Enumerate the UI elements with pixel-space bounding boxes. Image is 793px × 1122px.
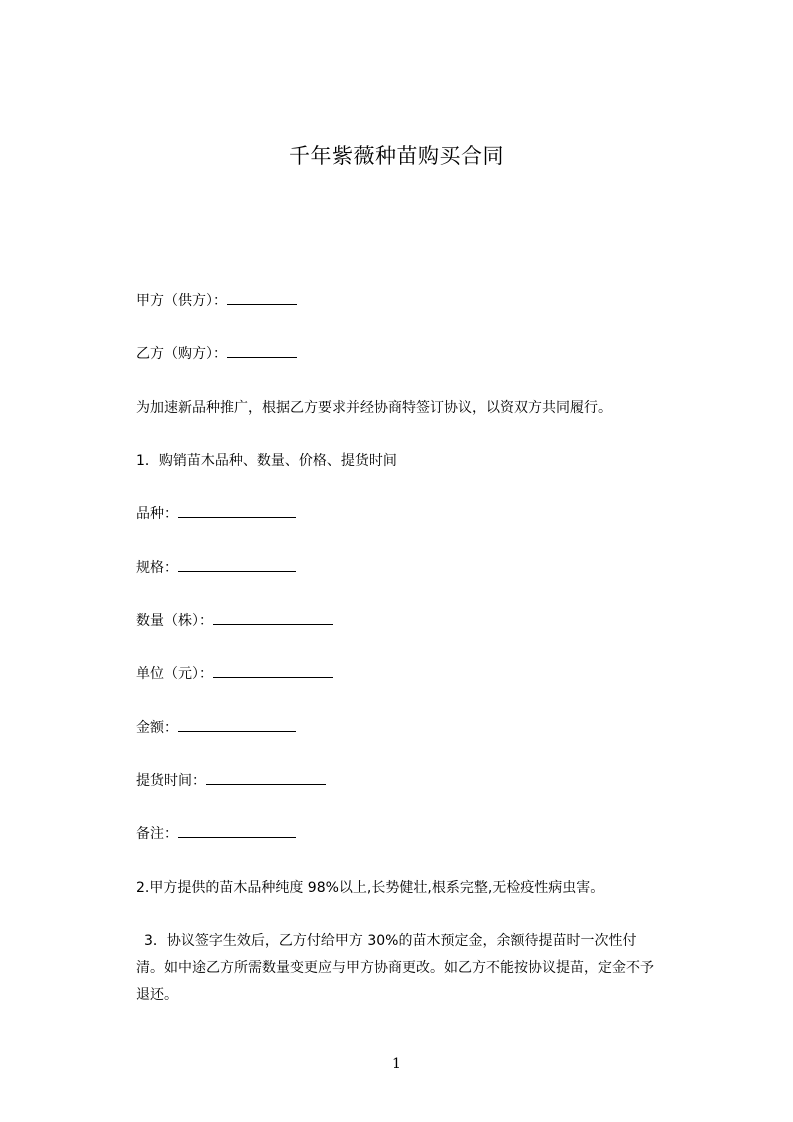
amount-field-line [136,719,296,737]
quantity-label: 数量（株）： [136,613,213,629]
party-a-line [136,292,297,310]
pickup-time-field-line [136,772,326,790]
remarks-field-line [136,825,296,843]
amount-label: 金额： [136,720,178,736]
section3-line3: 退还。 [136,987,178,1003]
unit-price-label: 单位（元）： [136,666,213,682]
party-a-label: 甲方（供方）： [136,293,227,309]
party-b-label: 乙方（购方）： [136,346,227,362]
section3-line1: 3．协议签字生效后，乙方付给甲方 30%的苗木预定金，余额待提苗时一次性付 [144,933,637,949]
spec-blank[interactable] [178,559,296,572]
party-b-line [136,345,297,363]
party-a-blank[interactable] [227,292,297,305]
unit-price-blank[interactable] [213,665,333,678]
section3-paragraph [136,928,676,1009]
amount-blank[interactable] [178,719,296,732]
remarks-label: 备注： [136,826,178,842]
pickup-time-label: 提货时间： [136,773,206,789]
variety-blank[interactable] [178,505,296,518]
spec-field-line [136,559,296,577]
remarks-blank[interactable] [178,825,296,838]
variety-field-line [136,505,296,523]
section1-heading: 1．购销苗木品种、数量、价格、提货时间 [136,453,397,469]
unit-price-field-line [136,665,333,683]
quantity-field-line [136,612,333,630]
quantity-blank[interactable] [213,612,333,625]
document-title: 千年紫薇种苗购买合同 [289,144,504,168]
page-number: 1 [392,1056,401,1072]
variety-label: 品种： [136,506,178,522]
party-b-blank[interactable] [227,345,297,358]
intro-text: 为加速新品种推广，根据乙方要求并经协商特签订协议，以资双方共同履行。 [136,400,612,416]
section2-text: 2.甲方提供的苗木品种纯度 98%以上,长势健壮,根系完整,无检疫性病虫害。 [136,880,605,896]
pickup-time-blank[interactable] [206,772,326,785]
spec-label: 规格： [136,560,178,576]
section3-line2: 清。如中途乙方所需数量变更应与甲方协商更改。如乙方不能按协议提苗，定金不予 [136,960,654,976]
